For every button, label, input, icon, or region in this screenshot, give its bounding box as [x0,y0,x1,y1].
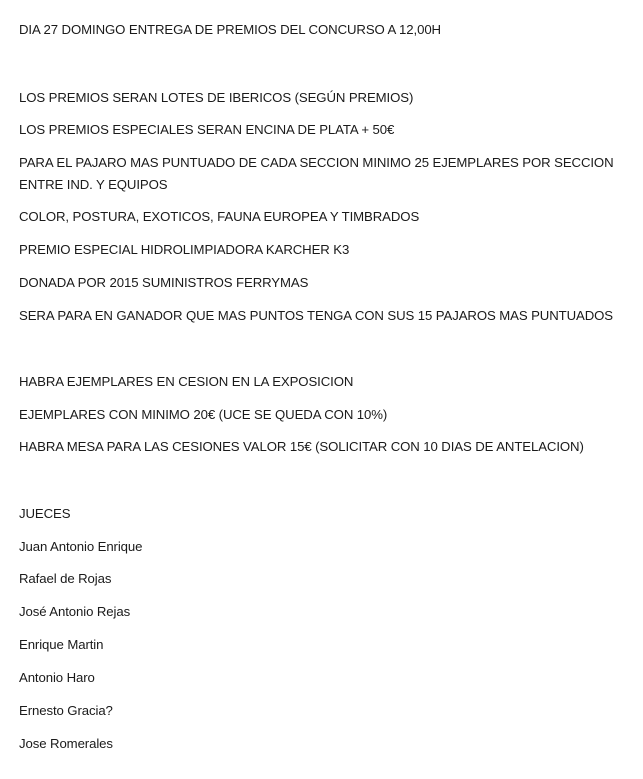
judges-heading: JUECES [19,506,71,521]
award-date-line: DIA 27 DOMINGO ENTREGA DE PREMIOS DEL CONCURSO A 12,00H [19,22,441,37]
cession-line-minimum: EJEMPLARES CON MINIMO 20€ (UCE SE QUEDA CON 10%) [19,407,388,422]
prize-line-sections: COLOR, POSTURA, EXOTICOS, FAUNA EUROPEA Y TIMBRADOS [19,209,420,224]
judge-name: Rafael de Rojas [19,571,112,586]
judge-name: Ernesto Gracia? [19,703,113,718]
judge-name: Juan Antonio Enrique [19,539,143,554]
prize-line-best-bird: PARA EL PAJARO MAS PUNTUADO DE CADA SECCION MINIMO 25 EJEMPLARES POR SECCION ENTRE IND. Y EQUIPOS [19,155,614,192]
judge-name: José Antonio Rejas [19,604,131,619]
prize-line-lots: LOS PREMIOS SERAN LOTES DE IBERICOS (SEGÚN PREMIOS) [19,90,414,105]
judge-name: Antonio Haro [19,670,95,685]
cession-line-exhibition: HABRA EJEMPLARES EN CESION EN LA EXPOSICION [19,374,354,389]
prize-line-karcher: PREMIO ESPECIAL HIDROLIMPIADORA KARCHER K3 [19,242,350,257]
judge-name: Enrique Martin [19,637,104,652]
cession-line-table: HABRA MESA PARA LAS CESIONES VALOR 15€ (SOLICITAR CON 10 DIAS DE ANTELACION) [19,439,584,454]
judge-name: Jose Romerales [19,736,113,751]
prize-line-donor: DONADA POR 2015 SUMINISTROS FERRYMAS [19,275,309,290]
prize-line-special: LOS PREMIOS ESPECIALES SERAN ENCINA DE PLATA + 50€ [19,122,395,137]
prize-line-winner-rule: SERA PARA EN GANADOR QUE MAS PUNTOS TENGA CON SUS 15 PAJAROS MAS PUNTUADOS [19,308,613,323]
